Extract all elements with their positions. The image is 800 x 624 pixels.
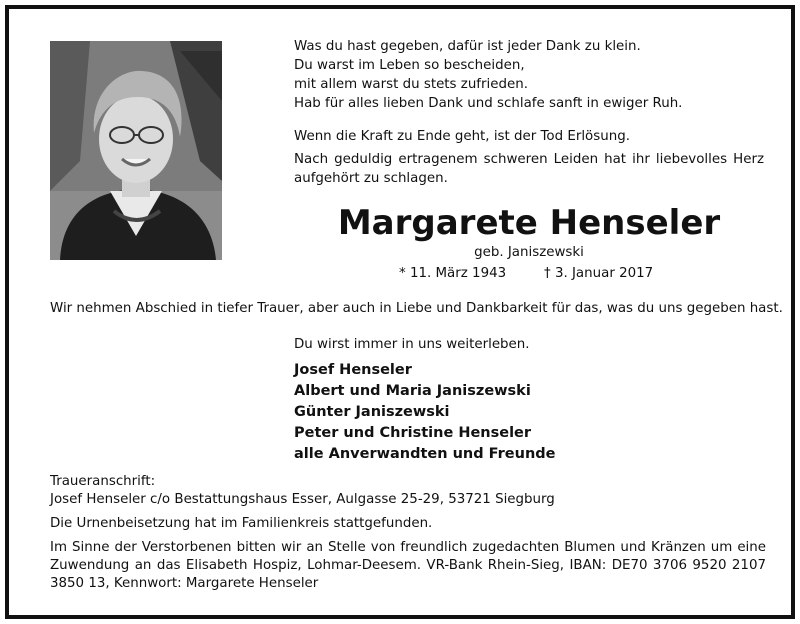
poem-line: Was du hast gegeben, dafür ist jeder Dank zu klein.	[294, 39, 641, 54]
family-list	[294, 360, 556, 465]
poem-block	[294, 37, 764, 188]
family-member: Peter und Christine Henseler	[294, 425, 532, 441]
poem-line: mit allem warst du stets zufrieden.	[294, 77, 528, 92]
farewell-text: Wir nehmen Abschied in tiefer Trauer, aber auch in Liebe und Dankbarkeit für das, was du uns gegeben hast.	[50, 301, 783, 316]
footer-block	[50, 473, 766, 593]
portrait-photo	[50, 41, 222, 260]
deceased-name: Margarete Henseler	[337, 203, 721, 243]
portrait-illustration	[50, 41, 222, 260]
birth-date: * 11. März 1943	[399, 266, 507, 281]
family-member: Josef Henseler	[294, 362, 412, 378]
poem-line: Wenn die Kraft zu Ende geht, ist der Tod Erlösung.	[294, 129, 630, 144]
poem-line: Nach geduldig ertragenem schweren Leiden hat ihr liebevolles Herz aufgehört zu schlagen.	[294, 152, 764, 186]
address-value: Josef Henseler c/o Bestattungshaus Esser, Aulgasse 25-29, 53721 Siegburg	[50, 492, 555, 507]
live-on-text: Du wirst immer in uns weiterleben.	[294, 337, 530, 352]
obituary-frame	[5, 5, 795, 619]
address-label: Traueranschrift:	[50, 474, 156, 489]
donation-note: Im Sinne der Verstorbenen bitten wir an Stelle von freundlich zugedachten Blumen und Kränzen um eine Zuwendung an das Elisabeth Hospiz, Lohmar-Deesem. VR-Bank Rhein-Sieg, IBAN: DE70 3706 9520 2107 3850 13, Kennwort: Margarete Henseler	[50, 540, 766, 591]
family-member: Günter Janiszewski	[294, 404, 450, 420]
family-member: alle Anverwandten und Freunde	[294, 446, 556, 462]
poem-line: Hab für alles lieben Dank und schlafe sanft in ewiger Ruh.	[294, 96, 683, 111]
burial-note: Die Urnenbeisetzung hat im Familienkreis stattgefunden.	[50, 516, 433, 531]
maiden-name: geb. Janiszewski	[474, 245, 584, 260]
family-member: Albert und Maria Janiszewski	[294, 383, 531, 399]
poem-line: Du warst im Leben so bescheiden,	[294, 58, 525, 73]
death-date: † 3. Januar 2017	[544, 266, 654, 281]
